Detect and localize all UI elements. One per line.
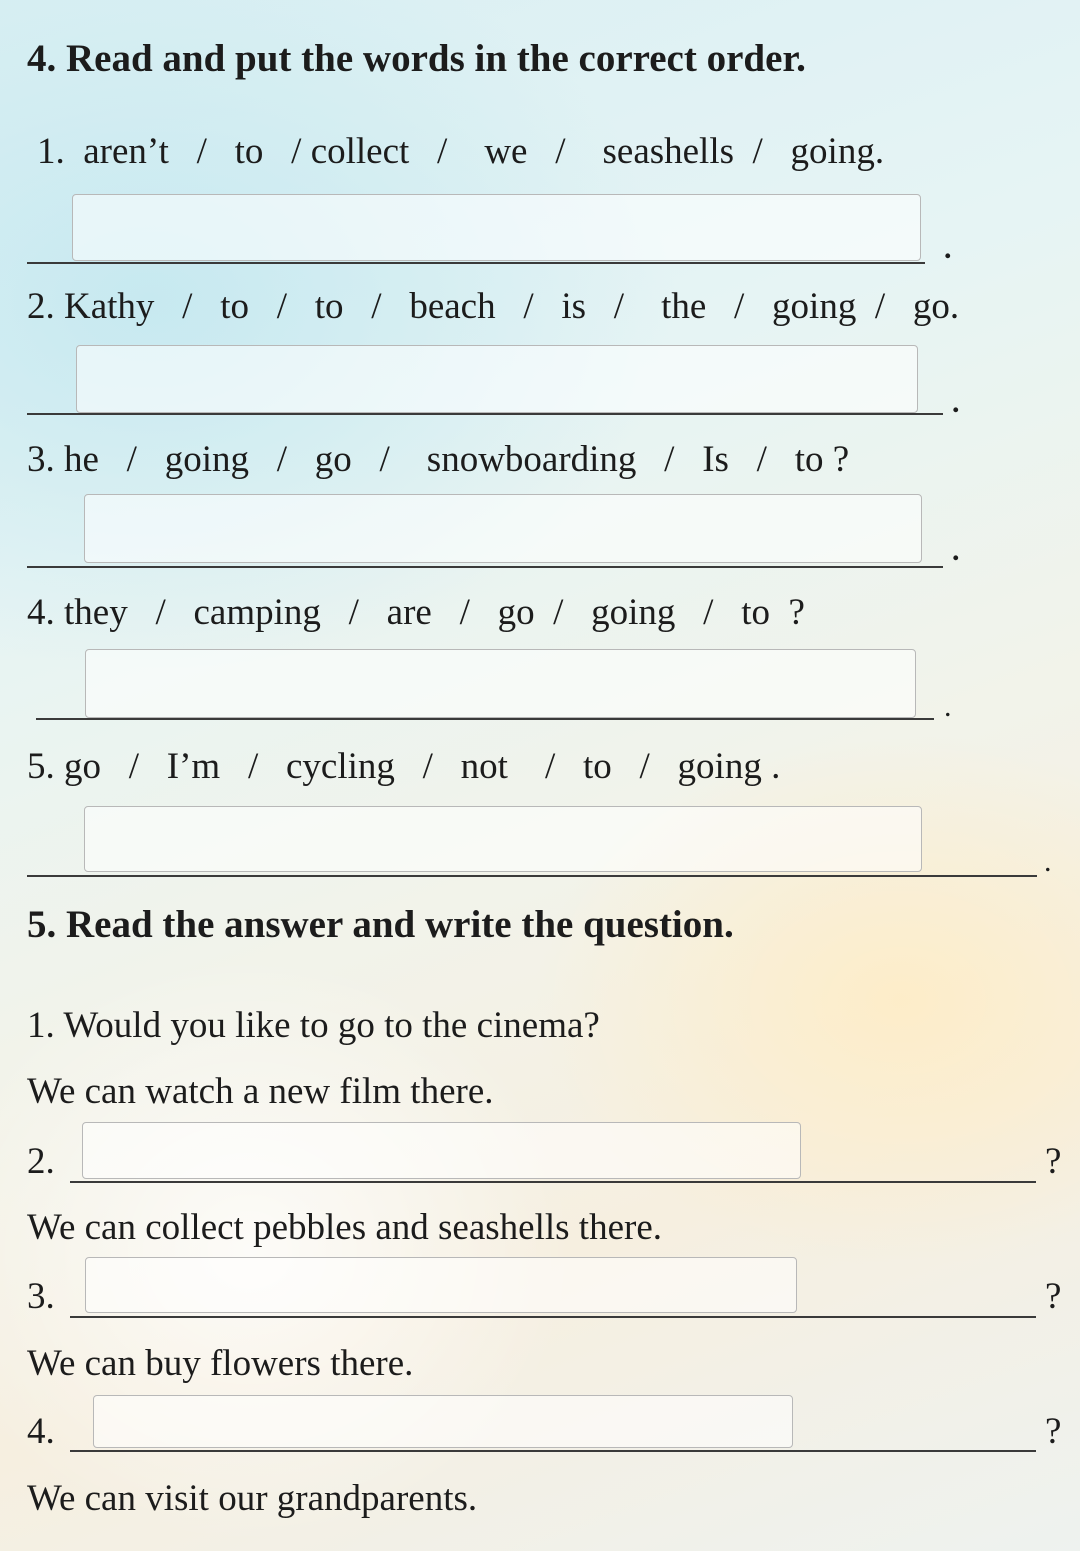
section-5-heading: 5. Read the answer and write the question. — [27, 903, 734, 946]
section-4-item-1-answer-line — [27, 262, 925, 264]
section-4-item-3-answer-line — [27, 566, 943, 568]
section-5-item-3-answer-line — [70, 1316, 1036, 1318]
section-4-item-2-answer-input[interactable] — [76, 345, 918, 413]
section-4-item-3-answer-input[interactable] — [84, 494, 922, 563]
section-4-item-5-answer-input[interactable] — [84, 806, 922, 872]
section-4-item-2-answer-line — [27, 413, 943, 415]
section-5-example-answer: We can watch a new film there. — [27, 1071, 494, 1112]
section-5-item-4-end: ? — [1045, 1411, 1062, 1452]
section-5-item-4-answer: We can visit our grandparents. — [27, 1478, 478, 1519]
section-5-item-4-question-input[interactable] — [93, 1395, 793, 1448]
section-5-item-3-number: 3. — [27, 1276, 55, 1317]
section-5-item-3-question-input[interactable] — [85, 1257, 797, 1313]
section-4-item-1-end: . — [944, 232, 952, 265]
section-5-item-2-number: 2. — [27, 1141, 55, 1182]
section-4-item-3-prompt: 3. he / going / go / snowboarding / Is / to ? — [27, 439, 850, 480]
section-5-item-2-end: ? — [1045, 1141, 1062, 1182]
section-5-item-4-number: 4. — [27, 1411, 55, 1452]
section-4-item-4-end: . — [944, 690, 952, 723]
section-4-item-5-prompt: 5. go / I’m / cycling / not / to / going . — [27, 746, 781, 787]
section-5-item-2-answer-line — [70, 1181, 1036, 1183]
section-4-item-3-end: . — [952, 534, 960, 567]
section-4-item-2-end: . — [952, 386, 960, 419]
section-4-heading: 4. Read and put the words in the correct order. — [27, 37, 806, 80]
section-4-item-4-answer-input[interactable] — [85, 649, 916, 718]
section-4-item-2-prompt: 2. Kathy / to / to / beach / is / the / going / go. — [27, 286, 960, 327]
section-5-example-question: 1. Would you like to go to the cinema? — [27, 1005, 600, 1046]
section-4-item-4-answer-line — [36, 718, 934, 720]
section-5-item-3-end: ? — [1045, 1276, 1062, 1317]
section-4-item-4-prompt: 4. they / camping / are / go / going / to ? — [27, 592, 805, 633]
section-4-item-5-answer-line — [27, 875, 1037, 877]
section-5-item-2-question-input[interactable] — [82, 1122, 801, 1179]
section-4-item-1-prompt: 1. aren’t / to / collect / we / seashells / going. — [37, 131, 885, 172]
section-5-item-3-answer: We can buy flowers there. — [27, 1343, 414, 1384]
section-4-item-5-end: . — [1044, 845, 1052, 878]
section-5-item-4-answer-line — [70, 1450, 1036, 1452]
section-4-item-1-answer-input[interactable] — [72, 194, 921, 261]
section-5-item-2-answer: We can collect pebbles and seashells there. — [27, 1207, 662, 1248]
